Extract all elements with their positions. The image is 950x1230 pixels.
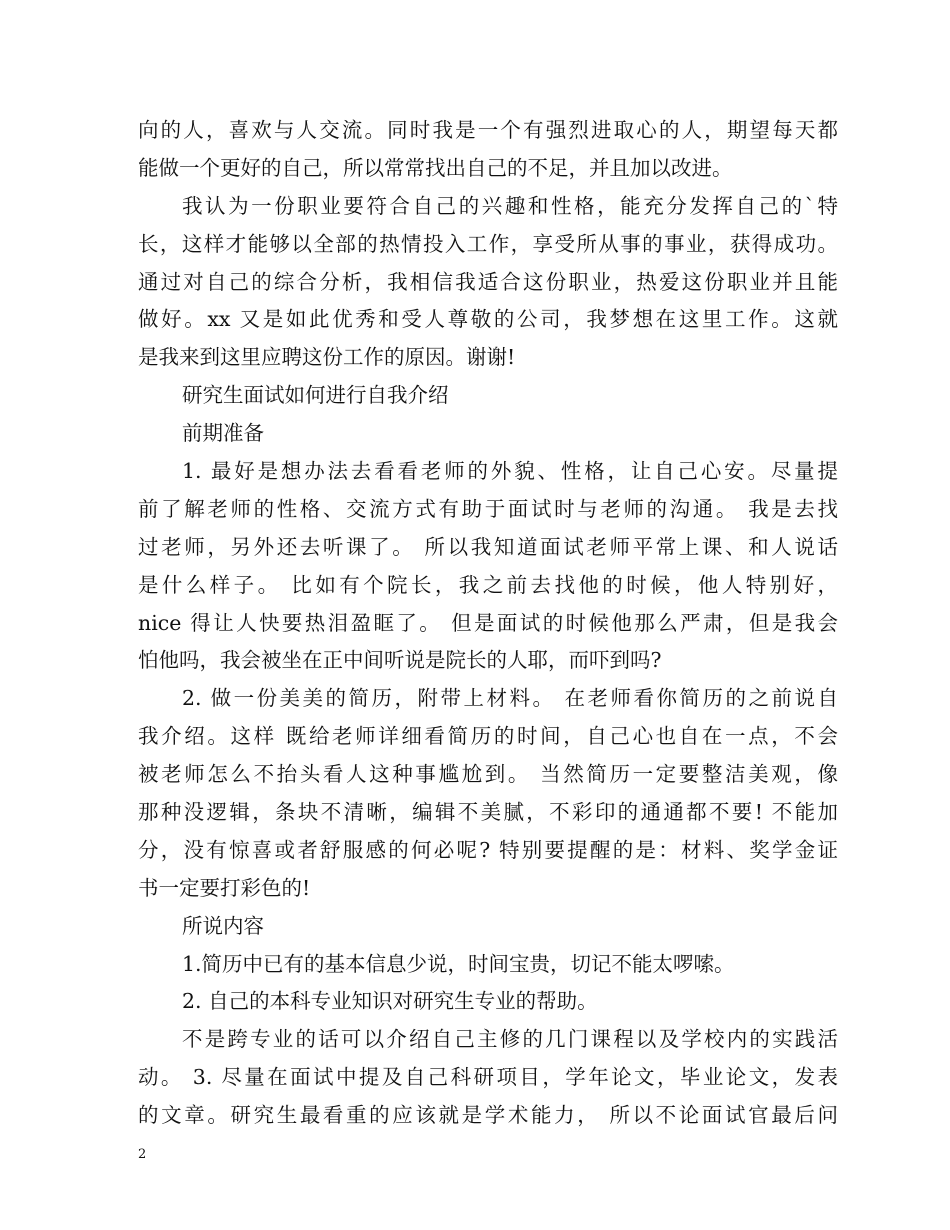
text-line: 长，这样才能够以全部的热情投入工作，享受所从事的事业，获得成功。 [138,231,838,256]
text-line: 1.简历中已有的基本信息少说，时间宝贵，切记不能太啰嗦。 [182,951,735,976]
page-number: 2 [138,1147,147,1162]
text-line: 前期准备 [182,421,264,446]
text-line: 我介绍。这样 既给老师详细看简历的时间，自己心也自在一点，不会 [138,724,838,749]
text-line: nice 得让人快要热泪盈眶了。 但是面试的时候他那么严肃，但是我会 [138,610,838,635]
text-line: 通过对自己的综合分析，我相信我适合这份职业，热爱这份职业并且能 [138,269,838,294]
text-line: 被老师怎么不抬头看人这种事尴尬到。 当然简历一定要整洁美观，像 [138,762,838,787]
text-line: 我认为一份职业要符合自己的兴趣和性格，能充分发挥自己的`特 [182,193,838,218]
text-line: 不是跨专业的话可以介绍自己主修的几门课程以及学校内的实践活 [182,1027,838,1052]
text-line: 向的人，喜欢与人交流。同时我是一个有强烈进取心的人，期望每天都 [138,118,838,142]
text-line: 2. 做一份美美的简历，附带上材料。 在老师看你简历的之前说自 [182,686,838,711]
text-line: 怕他吗，我会被坐在正中间听说是院长的人耶，而吓到吗? [138,648,662,673]
text-line: 那种没逻辑，条块不清晰，编辑不美腻，不彩印的通通都不要! 不能加 [138,800,838,825]
text-line: 是什么样子。 比如有个院长，我之前去找他的时候，他人特别好， [138,572,838,597]
text-line: 1. 最好是想办法去看看老师的外貌、性格，让自己心安。尽量提 [182,459,838,484]
text-line: 2. 自己的本科专业知识对研究生专业的帮助。 [182,989,598,1014]
text-line: 做好。xx 又是如此优秀和受人尊敬的公司，我梦想在这里工作。这就 [138,307,838,332]
text-line: 能做一个更好的自己，所以常常找出自己的不足，并且加以改进。 [138,155,733,180]
text-line: 研究生面试如何进行自我介绍 [182,383,449,408]
text-line: 所说内容 [182,913,264,938]
text-line: 前了解老师的性格、交流方式有助于面试时与老师的沟通。 我是去找 [138,496,838,521]
body-text [138,112,838,1135]
text-line: 分，没有惊喜或者舒服感的何必呢? 特别要提醒的是：材料、奖学金证 [138,837,838,862]
text-line: 的文章。研究生最看重的应该就是学术能力， 所以不论面试官最后问 [138,1103,838,1128]
text-line: 动。 3. 尽量在面试中提及自己科研项目，学年论文，毕业论文，发表 [138,1065,838,1090]
text-line: 是我来到这里应聘这份工作的原因。谢谢! [138,345,516,370]
text-line: 过老师，另外还去听课了。 所以我知道面试老师平常上课、和人说话 [138,534,838,559]
text-line: 书一定要打彩色的! [138,875,311,900]
